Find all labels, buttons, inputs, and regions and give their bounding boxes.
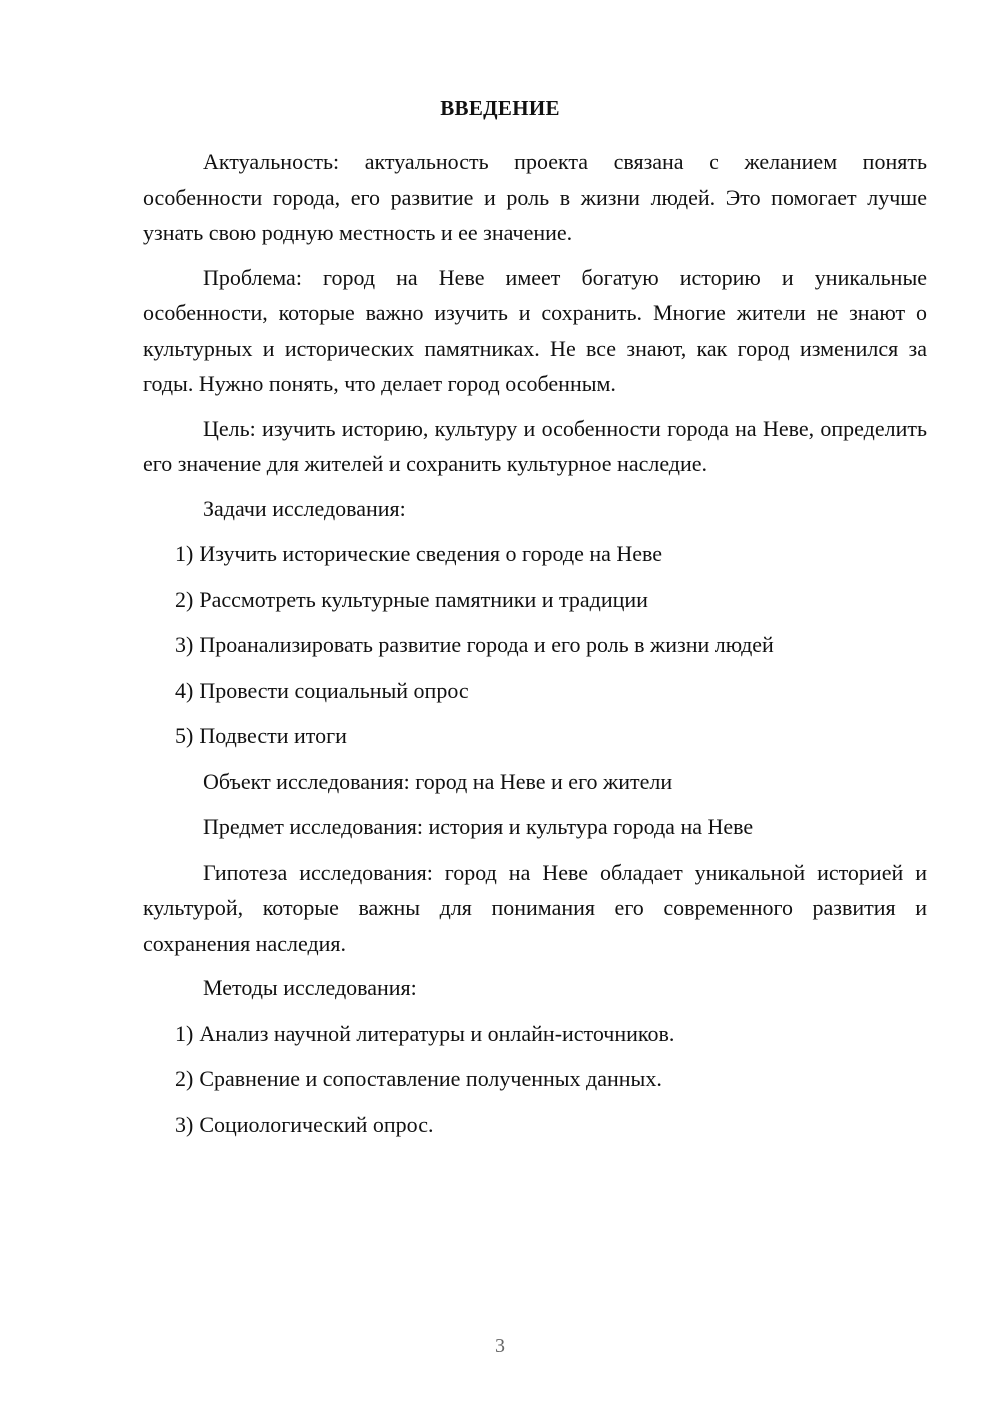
list-item — [143, 582, 927, 618]
object-paragraph: Объект исследования: город на Неве и его жители — [203, 768, 673, 794]
list-item-text: Проанализировать развитие города и его роль в жизни людей — [199, 632, 774, 657]
problem-paragraph: Проблема: город на Неве имеет богатую историю и уникальные особенности, которые важно изучить и сохранить. Многие жители не знают о культурных и исторических памятниках. Не все знают, как город изменился за годы. Нужно понять, что делает город особенным. — [143, 264, 927, 396]
list-item-number: 2) — [175, 586, 194, 612]
introduction-body — [143, 144, 927, 1152]
list-item-text: Социологический опрос. — [199, 1111, 434, 1137]
tasks-list — [143, 536, 927, 754]
methods-list — [143, 1016, 927, 1143]
list-item-text: Подвести итоги — [199, 723, 347, 748]
list-item — [143, 1016, 927, 1052]
goal-paragraph: Цель: изучить историю, культуру и особенности города на Неве, определить его значение для жителей и сохранить культурное наследие. — [143, 415, 927, 476]
list-item — [143, 1107, 927, 1143]
list-item — [143, 627, 927, 663]
list-item — [143, 1061, 927, 1097]
relevance-paragraph: Актуальность: актуальность проекта связана с желанием понять особенности города, его развитие и роль в жизни людей. Это помогает лучше узнать свою родную местность и ее значение. — [143, 149, 927, 245]
list-item-text: Анализ научной литературы и онлайн-источников. — [199, 1020, 675, 1046]
list-item-text: Сравнение и сопоставление полученных данных. — [199, 1066, 662, 1091]
list-item-number: 3) — [175, 1111, 194, 1137]
list-item-number: 5) — [175, 723, 194, 748]
list-item-number: 4) — [175, 677, 194, 703]
list-item-text: Рассмотреть культурные памятники и традиции — [199, 586, 648, 612]
list-item-text: Изучить исторические сведения о городе на Неве — [199, 541, 663, 566]
list-item — [143, 536, 927, 572]
list-item-number: 3) — [175, 632, 194, 657]
list-item-number: 1) — [175, 1020, 194, 1046]
hypothesis-paragraph: Гипотеза исследования: город на Неве обладает уникальной историей и культурой, которые важны для понимания его современного развития и сохранения наследия. — [143, 859, 927, 956]
list-item-number: 1) — [175, 541, 194, 566]
section-title: ВВЕДЕНИЕ — [440, 96, 560, 120]
subject-paragraph: Предмет исследования: история и культура города на Неве — [203, 814, 754, 839]
methods-heading: Методы исследования: — [203, 975, 417, 1000]
list-item-text: Провести социальный опрос — [199, 677, 469, 703]
list-item — [143, 673, 927, 709]
list-item-number: 2) — [175, 1066, 194, 1091]
list-item — [143, 718, 927, 754]
page-number: 3 — [495, 1335, 505, 1357]
tasks-heading: Задачи исследования: — [203, 495, 406, 521]
